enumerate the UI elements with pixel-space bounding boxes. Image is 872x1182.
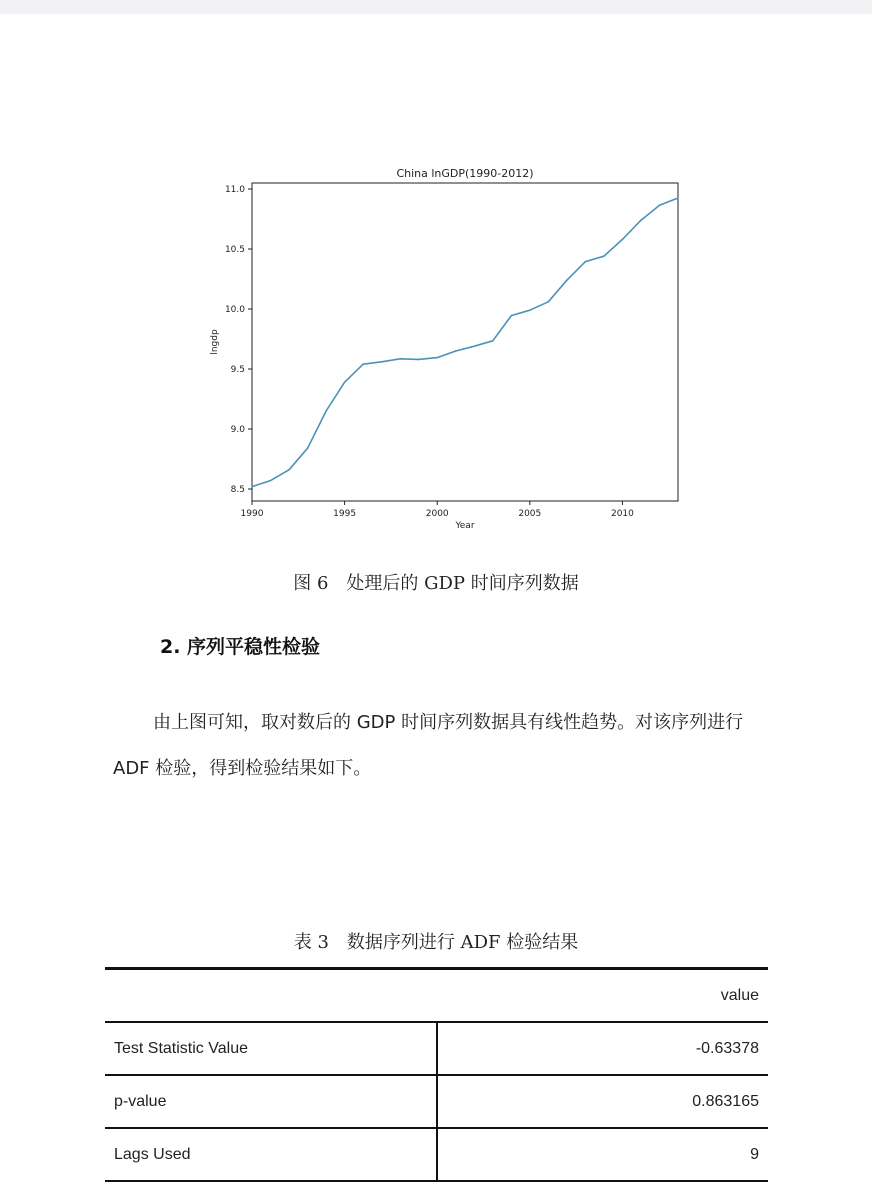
data-point bbox=[492, 340, 494, 342]
adf-result-table bbox=[105, 967, 768, 1182]
data-point bbox=[381, 361, 383, 363]
data-point bbox=[325, 410, 327, 412]
table-row bbox=[105, 1075, 768, 1128]
table-header-row bbox=[105, 969, 768, 1023]
row-label: p-value bbox=[105, 1075, 437, 1128]
series-line-lngdp bbox=[252, 198, 678, 487]
chart-title: China lnGDP(1990-2012) bbox=[396, 167, 534, 180]
x-tick-label: 2010 bbox=[610, 509, 634, 519]
plot-frame bbox=[252, 183, 678, 501]
y-tick-label: 9.5 bbox=[230, 365, 245, 375]
row-value: 9 bbox=[437, 1128, 768, 1181]
value-column-header: value bbox=[105, 969, 768, 1023]
row-label: Lags Used bbox=[105, 1128, 437, 1181]
data-point bbox=[436, 357, 438, 359]
data-point bbox=[270, 480, 272, 482]
x-tick-label: 2000 bbox=[425, 509, 449, 519]
x-tick-label: 2005 bbox=[518, 509, 542, 519]
data-point bbox=[622, 239, 624, 241]
data-point bbox=[251, 486, 253, 488]
data-point bbox=[307, 447, 309, 449]
y-axis-label: lngdp bbox=[210, 329, 220, 355]
row-value: -0.63378 bbox=[437, 1022, 768, 1075]
data-point bbox=[529, 309, 531, 311]
data-point bbox=[418, 359, 420, 361]
table-caption: 表 3 数据序列进行 ADF 检验结果 bbox=[293, 932, 579, 953]
data-point bbox=[511, 315, 513, 317]
figure-caption: 图 6 处理后的 GDP 时间序列数据 bbox=[293, 573, 579, 594]
section-heading: 2. 序列平稳性检验 bbox=[160, 636, 321, 658]
data-point bbox=[585, 261, 587, 263]
row-label: Test Statistic Value bbox=[105, 1022, 437, 1075]
data-point bbox=[677, 197, 679, 199]
data-point bbox=[399, 358, 401, 360]
y-tick-label: 10.0 bbox=[224, 305, 245, 315]
data-point bbox=[640, 219, 642, 221]
data-point bbox=[344, 381, 346, 383]
data-point bbox=[473, 345, 475, 347]
row-value: 0.863165 bbox=[437, 1075, 768, 1128]
y-tick-label: 10.5 bbox=[224, 245, 245, 255]
x-tick-label: 1995 bbox=[333, 509, 357, 519]
data-point bbox=[603, 255, 605, 257]
y-tick-label: 11.0 bbox=[224, 185, 245, 195]
data-point bbox=[566, 279, 568, 281]
y-tick-label: 8.5 bbox=[230, 485, 245, 495]
y-tick-label: 9.0 bbox=[230, 425, 245, 435]
body-paragraph: 由上图可知，取对数后的 GDP 时间序列数据具有线性趋势。对该序列进行 ADF 检验，得到检验结果如下。 bbox=[113, 712, 744, 779]
top-strip bbox=[0, 0, 872, 14]
data-point bbox=[288, 469, 290, 471]
table-row bbox=[105, 1128, 768, 1181]
data-point bbox=[455, 350, 457, 352]
x-tick-label: 1990 bbox=[240, 509, 264, 519]
data-point bbox=[362, 363, 364, 365]
x-axis-label: Year bbox=[455, 521, 475, 531]
lngdp-line-chart bbox=[196, 160, 696, 540]
data-point bbox=[548, 301, 550, 303]
data-point bbox=[659, 204, 661, 206]
table-row bbox=[105, 1022, 768, 1075]
